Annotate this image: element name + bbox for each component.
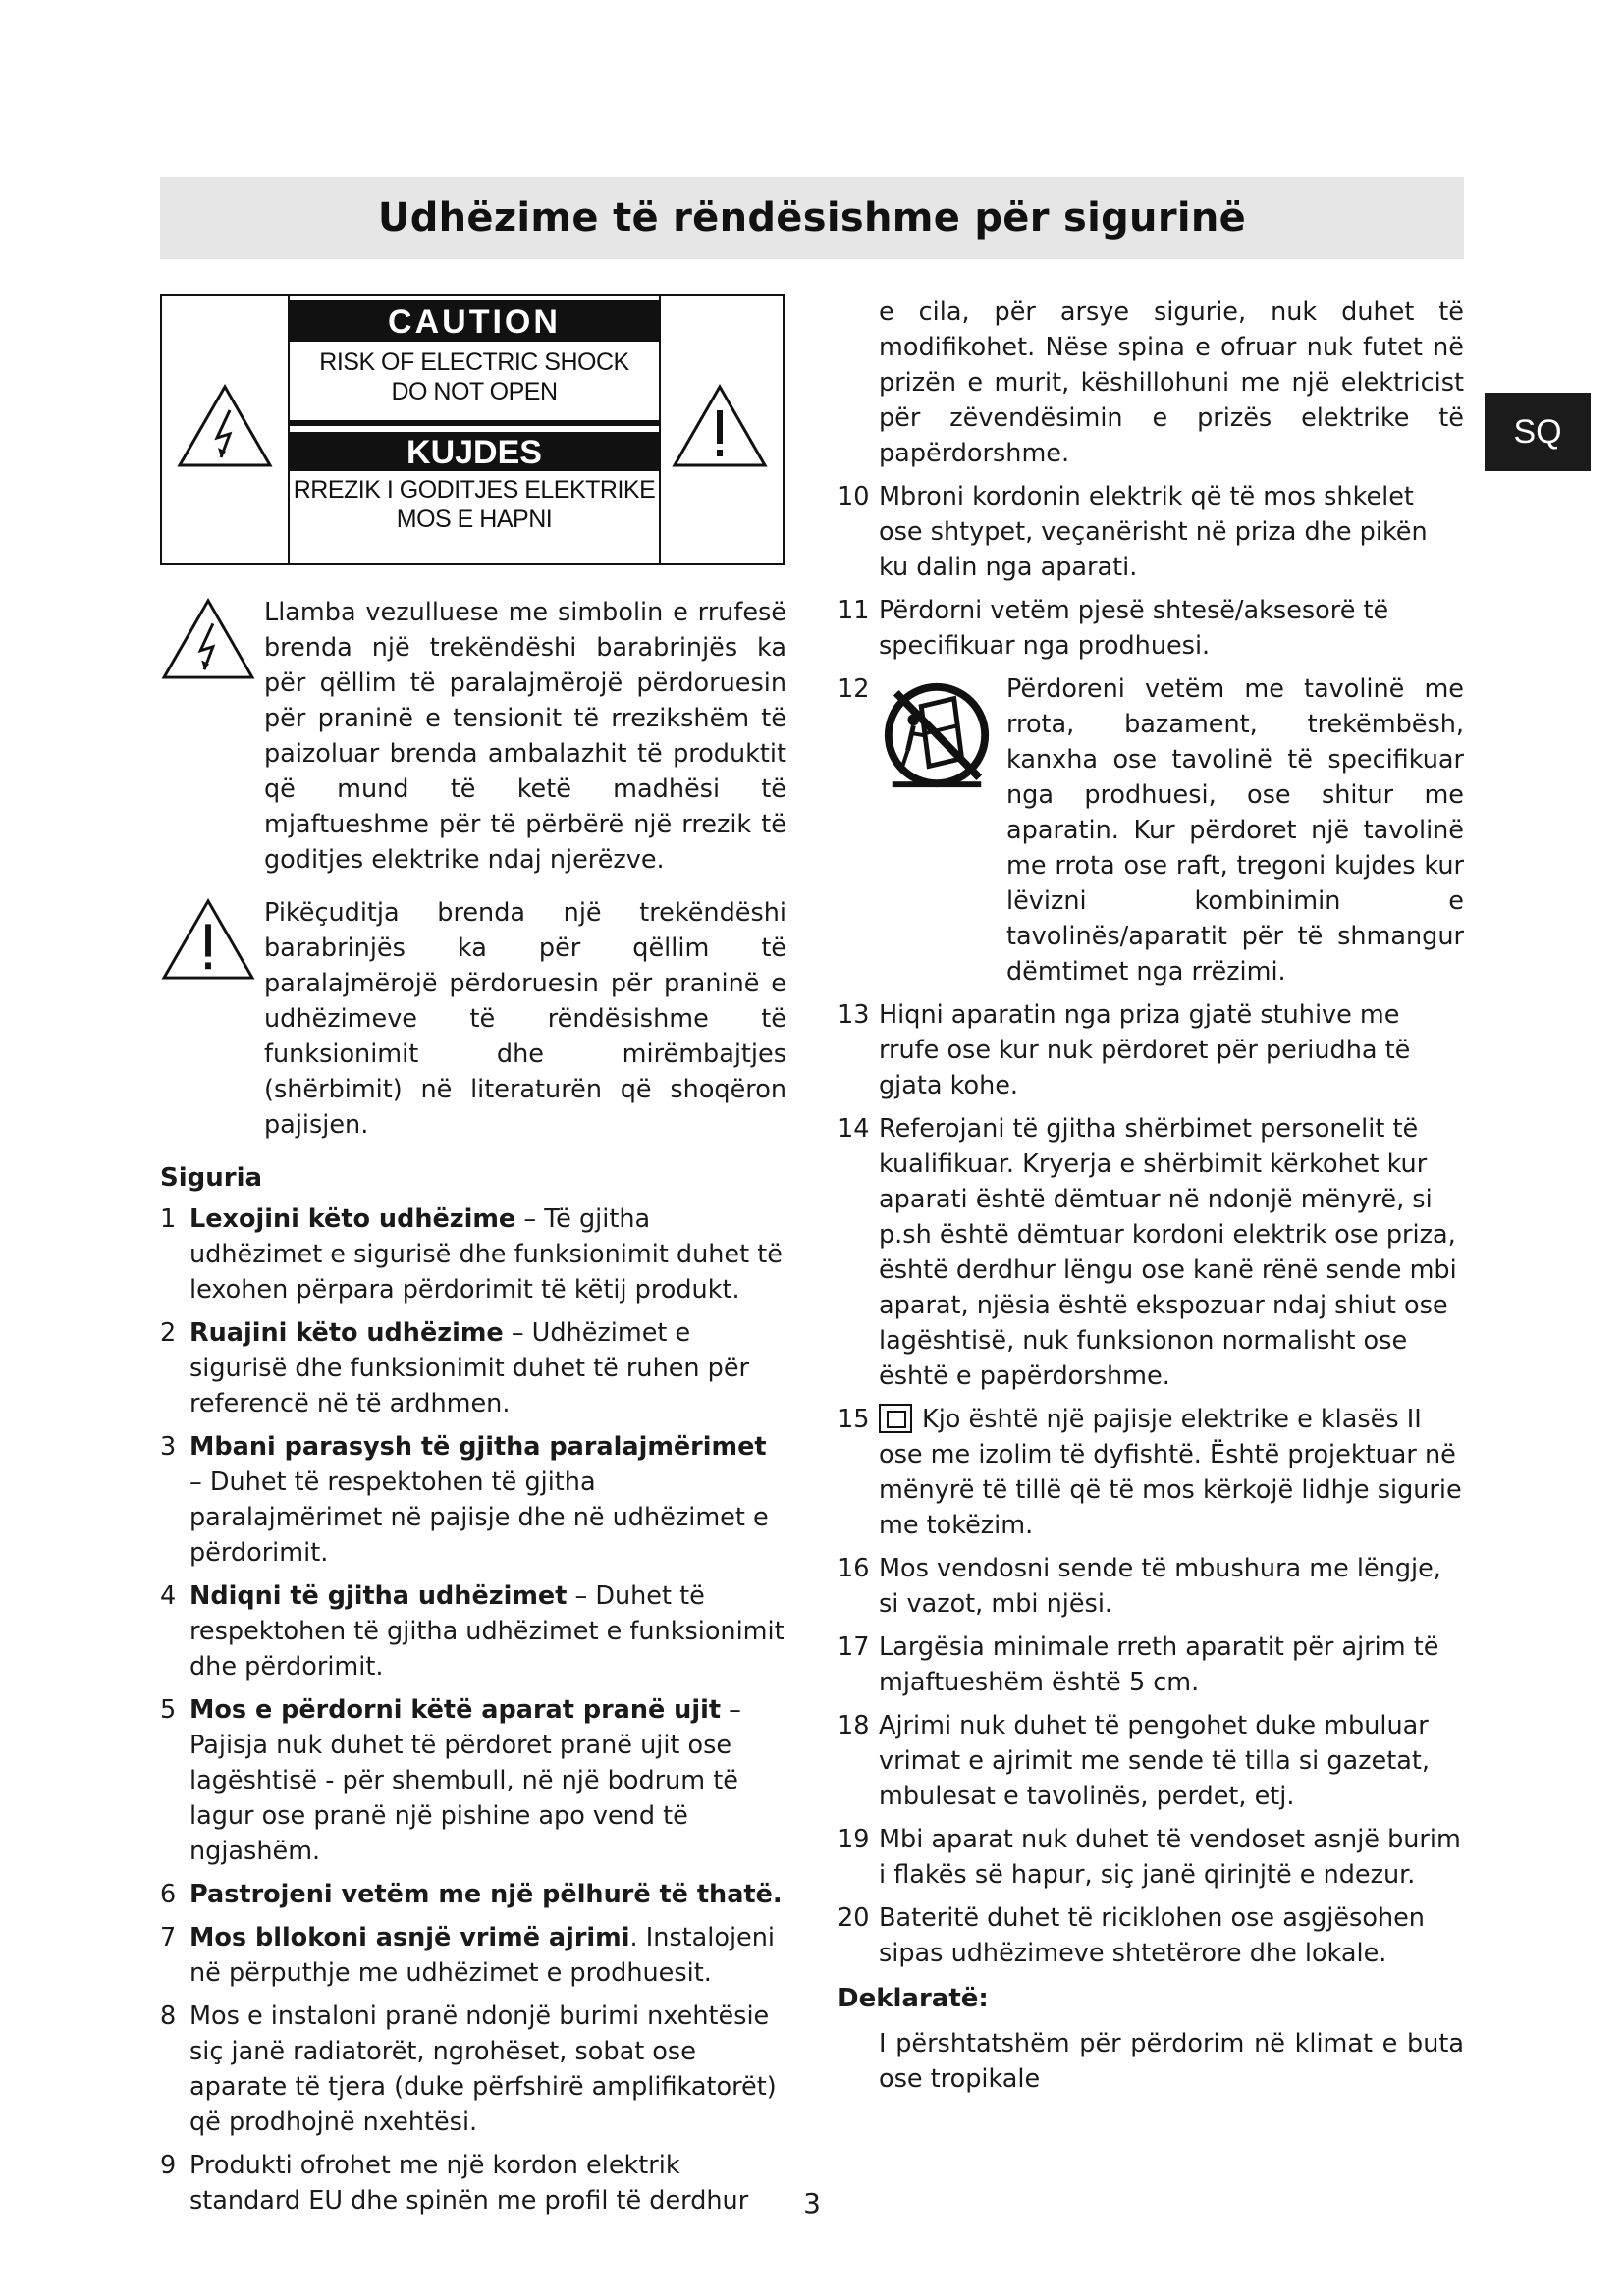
item-text: Hiqni aparatin nga priza gjatë stuhive me rrufe ose kur nuk përdoret për periudha të gjata kohe. xyxy=(879,1000,1411,1100)
title-bar xyxy=(160,177,1464,259)
item-text: – Të gjitha udhëzimet e sigurisë dhe funksionimit duhet të lexohen përpara përdorimit të këtij produkt. xyxy=(189,1204,783,1305)
safety-item xyxy=(838,1111,1464,1394)
caution-label: CAUTION xyxy=(290,300,659,342)
declaration-text: I përshtatshëm për përdorim në klimat e buta ose tropikale xyxy=(879,2029,1464,2094)
item-text: Largësia minimale rreth aparatit për ajrim të mjaftueshëm është 5 cm. xyxy=(879,1632,1439,1697)
safety-item xyxy=(160,1920,786,1991)
item-text: Kjo është një pajisje elektrike e klasës II ose me izolim të dyfishtë. Është projektuar në mënyrë të tillë që të mos kërkojë lidhje sigurie me tokëzim. xyxy=(879,1405,1462,1540)
item-bold: Mbani parasysh të gjitha paralajmërimet xyxy=(189,1432,767,1462)
language-tab: SQ xyxy=(1485,393,1591,471)
divider xyxy=(290,420,659,426)
item-text: Mos vendosni sende të mbushura me lëngje, si vazot, mbi njësi. xyxy=(879,1554,1441,1619)
item-text: – Pajisja nuk duhet të përdoret pranë ujit ose lagështisë - për shembull, në një bodrum të lagur ose pranë një pishine apo vend të ngjashëm. xyxy=(189,1695,741,1866)
item-text: Përdoreni vetëm me tavolinë me rrota, bazament, trekëmbësh, kanxha ose tavolinë të specifikuar nga prodhuesi, ose shitur me aparatin. Kur përdoret një tavolinë me rrota ose raft, tregoni kujdes kur lëvizni kombinimin e tavolinës/aparatit për të shmangur dëmtimet nga rrëzimi. xyxy=(1006,674,1464,987)
caution-center-panel xyxy=(288,296,661,563)
safety-heading: Siguria xyxy=(160,1163,263,1193)
safety-item xyxy=(160,1315,786,1421)
safety-item xyxy=(160,1201,786,1308)
item-text: Bateritë duhet të riciklohen ose asgjësohen sipas udhëzimeve shtetërore dhe lokale. xyxy=(879,1903,1425,1968)
item-text: Mbi aparat nuk duhet të vendoset asnjë burim i flakës së hapur, siç janë qirinjtë e ndezur. xyxy=(879,1825,1461,1890)
item-number: 18 xyxy=(838,1711,870,1740)
item-bold: Ruajini këto udhëzime xyxy=(189,1318,504,1348)
item-9-continuation: e cila, për arsye sigurie, nuk duhet të modifikohet. Nëse spina e ofruar nuk futet në prizën e murit, këshillohuni me një elektricist për zëvendësimin e prizës elektrike të papërdorshme. xyxy=(879,297,1464,468)
exclamation-triangle-icon xyxy=(671,383,769,469)
item-number: 10 xyxy=(838,482,870,511)
item-bold: Mos e përdorni këtë aparat pranë ujit xyxy=(189,1695,722,1725)
safety-item xyxy=(838,1629,1464,1700)
item-bold: Pastrojeni vetëm me një pëlhurë të thatë. xyxy=(189,1880,783,1909)
declaration-heading: Deklaratë: xyxy=(838,1984,989,2013)
item-number: 20 xyxy=(838,1903,870,1933)
item-number: 8 xyxy=(160,2002,177,2031)
safety-item xyxy=(160,1429,786,1571)
item-number: 15 xyxy=(838,1405,870,1434)
item-text: Mos e instaloni pranë ndonjë burimi nxehtësie siç janë radiatorët, ngrohëset, sobat ose aparate të tjera (duke përfshirë amplifikatorët) që prodhojnë nxehtësi. xyxy=(189,2002,777,2137)
safety-item xyxy=(838,1708,1464,1814)
cart-tipover-icon xyxy=(879,677,995,793)
item-text: Produkti ofrohet me një kordon elektrik standard EU dhe spinën me profil të derdhur xyxy=(189,2151,749,2216)
item-text: – Duhet të respektohen të gjitha paralajmërimet në pajisje dhe në udhëzimet e përdorimit. xyxy=(189,1468,769,1568)
item-text: – Duhet të respektohen të gjitha udhëzimet e funksionimit dhe përdorimit. xyxy=(189,1581,785,1682)
lightning-text: Llamba vezulluese me simbolin e rrufesë brenda një trekëndëshi barabrinjës ka për qëllim të paralajmërojë përdoruesin për praninë e tensionit të rrezikshëm të paizoluar brenda ambalazhit të produktit që mund të ketë madhësi të mjaftueshme për të përbërë një rrezik të goditjes elektrike ndaj njerëzve. xyxy=(264,598,786,875)
page-number: 3 xyxy=(803,2187,821,2219)
item-number: 13 xyxy=(838,1000,870,1030)
kujdes-label: KUJDES xyxy=(290,432,659,471)
safety-item-12 xyxy=(838,671,1464,989)
item-text: Përdorni vetëm pjesë shtesë/aksesorë të specifikuar nga prodhuesi. xyxy=(879,596,1389,661)
risk-line-1: RISK OF ELECTRIC SHOCK xyxy=(319,348,629,376)
safety-item xyxy=(838,1900,1464,1971)
item-text: Mbroni kordonin elektrik që të mos shkelet ose shtypet, veçanërisht në priza dhe pikën ku dalin nga aparati. xyxy=(879,482,1428,582)
item-text: Referojani të gjitha shërbimet personelit të kualifikuar. Kryerja e shërbimit kërkohet kur aparati është dëmtuar në ndonjë mënyrë, si p.sh është dëmtuar kordoni elektrik ose priza, është derdhur lëngu ose kanë rënë sende mbi aparat, njësia është ekspozuar ndaj shiut ose lagështisë, nuk funksionon normalisht ose është e papërdorshme. xyxy=(879,1114,1457,1391)
risk-line-2: DO NOT OPEN xyxy=(391,378,558,405)
item-number: 5 xyxy=(160,1695,177,1725)
rrezik-line-1: RREZIK I GODITJES ELEKTRIKE xyxy=(293,476,656,504)
item-number: 3 xyxy=(160,1432,177,1462)
lightning-triangle-icon xyxy=(176,383,274,469)
item-text: . Instalojeni në përputhje me udhëzimet e prodhuesit. xyxy=(189,1923,775,1988)
safety-item xyxy=(838,1551,1464,1622)
safety-item xyxy=(160,1692,786,1869)
left-column xyxy=(160,294,786,2226)
lightning-triangle-icon xyxy=(160,597,256,681)
exclamation-explanation xyxy=(160,895,786,1143)
item-bold: Ndiqni të gjitha udhëzimet xyxy=(189,1581,568,1611)
class-ii-double-square-icon xyxy=(879,1404,912,1433)
item-number: 1 xyxy=(160,1204,177,1234)
item-number: 12 xyxy=(838,674,870,704)
item-number: 4 xyxy=(160,1581,177,1611)
exclamation-text: Pikëçuditja brenda një trekëndëshi barabrinjës ka për qëllim të paralajmërojë përdoruesin për praninë e udhëzimeve të rëndësishme të funksionimit dhe mirëmbajtjes (shërbimit) në literaturën që shoqëron pajisjen. xyxy=(264,898,786,1140)
item-text: – Udhëzimet e sigurisë dhe funksionimit duhet të ruhen për referencë në të ardhmen. xyxy=(189,1318,750,1418)
item-number: 9 xyxy=(160,2151,177,2180)
safety-item xyxy=(838,593,1464,664)
item-bold: Lexojini këto udhëzime xyxy=(189,1204,516,1234)
item-number: 19 xyxy=(838,1825,870,1854)
caution-box xyxy=(160,294,785,565)
item-bold: Mos bllokoni asnjë vrimë ajrimi xyxy=(189,1923,630,1952)
right-column xyxy=(838,294,1464,2105)
lightning-explanation xyxy=(160,595,786,878)
safety-item xyxy=(838,1402,1464,1543)
safety-item xyxy=(160,1877,786,1912)
item-number: 7 xyxy=(160,1923,177,1952)
item-text: Ajrimi nuk duhet të pengohet duke mbuluar vrimat e ajrimit me sende të tilla si gazetat, mbulesat e tavolinës, perdet, etj. xyxy=(879,1711,1430,1811)
safety-item xyxy=(838,479,1464,585)
item-number: 14 xyxy=(838,1114,870,1144)
item-number: 2 xyxy=(160,1318,177,1348)
safety-item xyxy=(838,997,1464,1103)
safety-item xyxy=(160,1578,786,1684)
rrezik-line-2: MOS E HAPNI xyxy=(396,506,553,533)
item-number: 11 xyxy=(838,596,870,625)
exclamation-triangle-icon xyxy=(160,897,256,982)
item-number: 17 xyxy=(838,1632,870,1662)
item-number: 16 xyxy=(838,1554,870,1583)
safety-item xyxy=(838,1822,1464,1893)
safety-item xyxy=(160,1999,786,2140)
item-number: 6 xyxy=(160,1880,177,1909)
page-title: Udhëzime të rëndësishme për sigurinë xyxy=(377,195,1247,240)
